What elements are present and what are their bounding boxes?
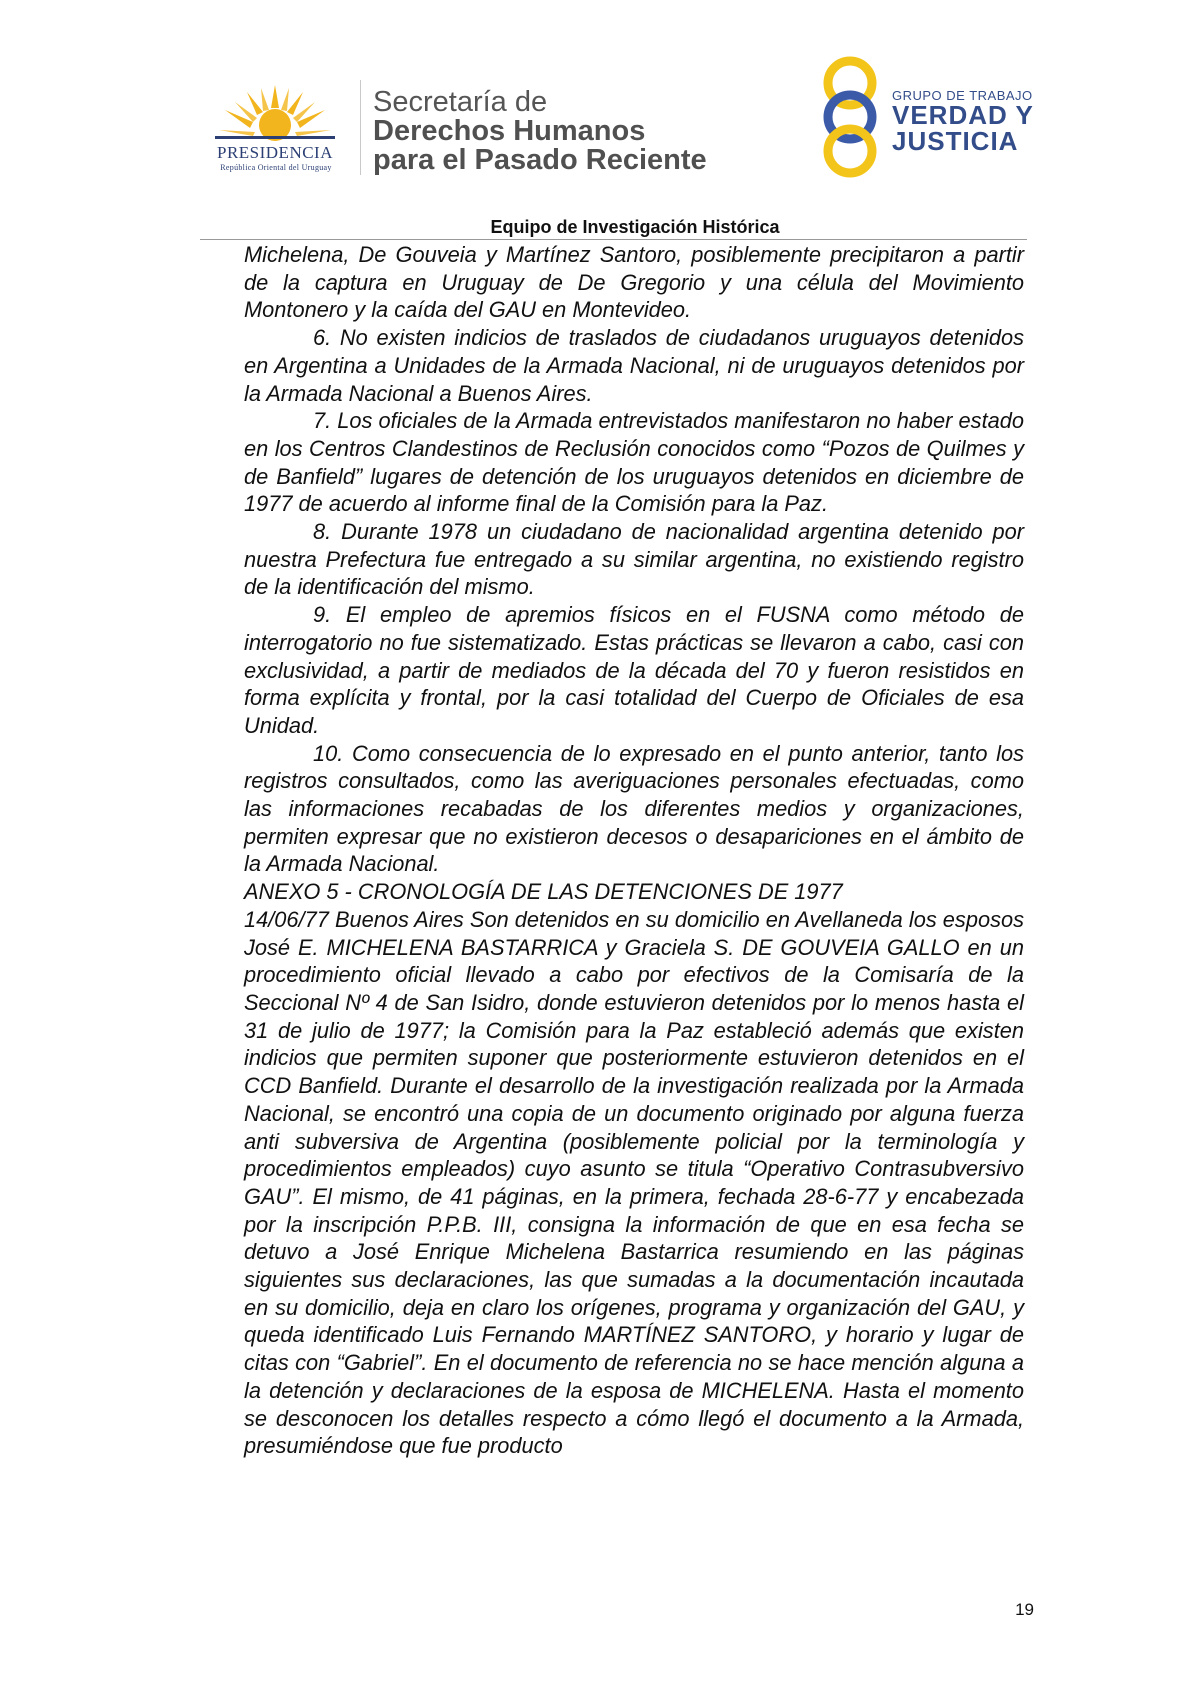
team-title: Equipo de Investigación Histórica — [490, 217, 780, 237]
paragraph-continuation: Michelena, De Gouveia y Martínez Santoro, posiblemente precipitaron a partir de la captura en Uruguay de De Gregorio y una célula del Movimiento Montonero y la caída del GAU en Montevideo. — [244, 242, 1024, 323]
paragraph-point-7: 7. Los oficiales de la Armada entrevistados manifestaron no haber estado en los Centros Clandestinos de Reclusión conocidos como “Pozos de Quilmes y de Banfield” lugares de detención de los uruguayos detenidos en diciembre de 1977 de acuerdo al informe final de la Comisión para la Paz. — [244, 408, 1024, 517]
paragraph-point-8: 8. Durante 1978 un ciudadano de nacionalidad argentina detenido por nuestra Prefectura fue entregado a su similar argentina, no existiendo registro de la identificación del mismo. — [244, 519, 1024, 600]
paragraph-point-10: 10. Como consecuencia de lo expresado en el punto anterior, tanto los registros consultados, como las averiguaciones personales efectuadas, como las informaciones recabadas de los diferentes medios y organizaciones, permiten expresar que no existieron decesos o desapariciones en el ámbito de la Armada Nacional. — [244, 740, 1024, 877]
page-header — [0, 0, 1190, 230]
header-divider — [360, 80, 361, 175]
secretaria-line-2: Derechos Humanos — [373, 115, 646, 147]
grupo-line-1: VERDAD Y — [892, 100, 1034, 130]
paragraph-point-6: 6. No existen indicios de traslados de ciudadanos uruguayos detenidos en Argentina a Unidades de la Armada Nacional, ni de uruguayos detenidos por la Armada Nacional a Buenos Aires. — [244, 325, 1024, 406]
secretaria-title — [373, 88, 707, 175]
header-rule — [200, 239, 1027, 240]
presidencia-subtitle: República Oriental del Uruguay — [220, 163, 332, 172]
paragraph-point-9: 9. El empleo de apremios físicos en el FUSNA como método de interrogatorio no fue sistematizado. Estas prácticas se llevaron a cabo, casi con exclusividad, a partir de mediados de la década del 70 y fueron resistidos en forma explícita y frontal, por la casi totalidad del Cuerpo de Oficiales de esa Unidad. — [244, 602, 1024, 738]
document-body — [244, 241, 1024, 1460]
grupo-small-label: GRUPO DE TRABAJO — [892, 88, 1033, 103]
presidencia-label: PRESIDENCIA — [216, 143, 333, 162]
verdad-justicia-rings-logo — [812, 55, 902, 180]
annex-heading: ANEXO 5 - CRONOLOGÍA DE LAS DETENCIONES DE 1977 — [244, 879, 843, 905]
paragraph-chronology: 14/06/77 Buenos Aires Son detenidos en su domicilio en Avellaneda los esposos José E. MICHELENA BASTARRICA y Graciela S. DE GOUVEIA GALLO en un procedimiento oficial llevado a cabo por efectivos de la Comisaría de la Seccional Nº 4 de San Isidro, donde estuvieron detenidos por lo menos hasta el 31 de julio de 1977; la Comisión para la Paz estableció además que existen indicios que permiten suponer que posteriormente estuvieron detenidos en el CCD Banfield. Durante el desarrollo de la investigación realizada por la Armada Nacional, se encontró una copia de un documento originado por alguna fuerza anti subversiva de Argentina (posiblemente policial por la terminología y procedimientos empleados) cuyo asunto se titula “Operativo Contrasubversivo GAU”. El mismo, de 41 páginas, en la primera, fechada 28-6-77 y encabezada por la inscripción P.P.B. III, consigna la información de que en esa fecha se detuvo a José Enrique Michelena Bastarrica resumiendo en las páginas siguientes sus declaraciones, las que sumadas a la documentación incautada en su domicilio, deja en claro los orígenes, programa y organización del GAU, y queda identificado Luis Fernando MARTÍNEZ SANTORO, y horario y lugar de citas con “Gabriel”. En el documento de referencia no se hace mención alguna a la detención y declaraciones de la esposa de MICHELENA. Hasta el momento se desconocen los detalles respecto a cómo llegó el documento a la Armada, presumiéndose que fue producto — [244, 906, 1024, 1459]
grupo-title — [892, 102, 1034, 154]
secretaria-line-3: para el Pasado Reciente — [373, 144, 707, 176]
grupo-line-2: JUSTICIA — [892, 126, 1019, 156]
page-number: 19 — [1015, 1600, 1034, 1619]
secretaria-line-1: Secretaría de — [373, 86, 548, 118]
